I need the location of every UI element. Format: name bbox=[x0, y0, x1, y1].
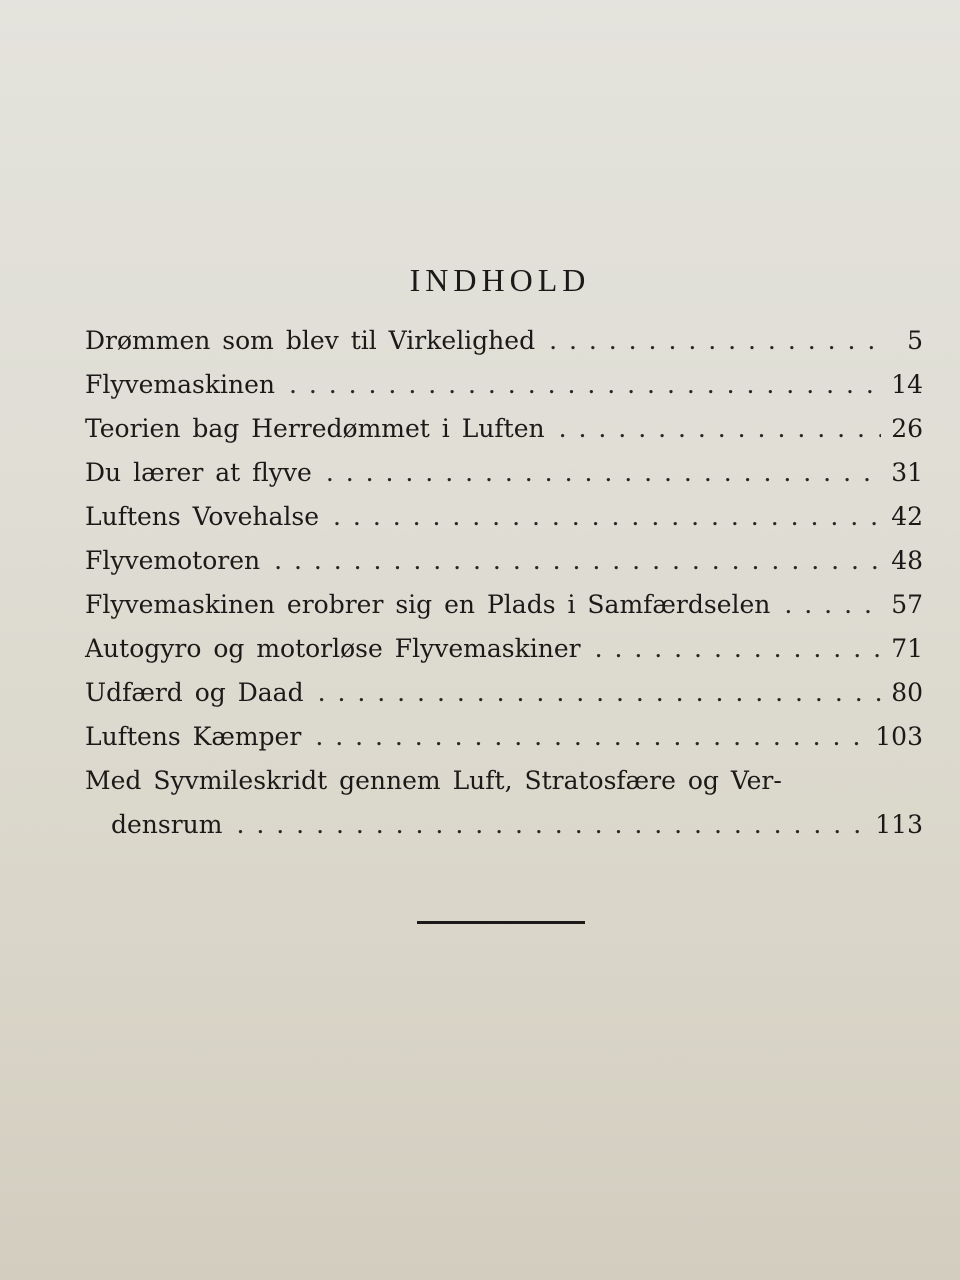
entry-page: 42 bbox=[891, 502, 923, 531]
dot-leader bbox=[289, 370, 881, 399]
dot-leader bbox=[315, 722, 867, 751]
entry-title: Autogyro og motorløse Flyvemaskiner bbox=[85, 634, 581, 663]
dot-leader bbox=[237, 810, 868, 839]
entry-page: 26 bbox=[891, 414, 923, 443]
entry-title-continued: densrum bbox=[111, 810, 223, 839]
entry-title: Luftens Vovehalse bbox=[85, 502, 320, 531]
entry-title: Teorien bag Herredømmet i Luften bbox=[85, 414, 545, 443]
dot-leader bbox=[274, 546, 881, 575]
entry-page: 48 bbox=[891, 546, 923, 575]
entry-title: Flyvemaskinen erobrer sig en Plads i Samfærdselen bbox=[85, 590, 771, 619]
toc-entry bbox=[85, 326, 923, 370]
entry-page: 5 bbox=[907, 326, 923, 355]
toc-entry bbox=[85, 458, 923, 502]
toc-entry-line1 bbox=[85, 766, 923, 810]
dot-leader bbox=[559, 414, 881, 443]
dot-leader bbox=[784, 590, 881, 619]
toc-entry bbox=[85, 546, 923, 590]
dot-leader bbox=[318, 678, 881, 707]
toc-entry bbox=[85, 634, 923, 678]
toc-entry bbox=[85, 722, 923, 766]
entry-page: 80 bbox=[891, 678, 923, 707]
entry-page: 31 bbox=[891, 458, 923, 487]
entry-page: 14 bbox=[891, 370, 923, 399]
table-of-contents bbox=[85, 326, 923, 854]
entry-title: Flyvemaskinen bbox=[85, 370, 275, 399]
page-title: INDHOLD bbox=[409, 262, 591, 298]
entry-title: Udfærd og Daad bbox=[85, 678, 304, 707]
entry-page: 71 bbox=[891, 634, 923, 663]
entry-title: Luftens Kæmper bbox=[85, 722, 302, 751]
entry-title: Du lærer at flyve bbox=[85, 458, 312, 487]
toc-entry bbox=[85, 678, 923, 722]
toc-entry bbox=[85, 502, 923, 546]
entry-page: 103 bbox=[875, 722, 923, 751]
dot-leader bbox=[595, 634, 881, 663]
dot-leader bbox=[549, 326, 881, 355]
toc-entry bbox=[85, 590, 923, 634]
entry-title: Drømmen som blev til Virkelighed bbox=[85, 326, 536, 355]
entry-title: Flyvemotoren bbox=[85, 546, 261, 575]
dot-leader bbox=[333, 502, 881, 531]
toc-entry-line2 bbox=[85, 810, 923, 854]
toc-entry bbox=[85, 414, 923, 458]
entry-page: 113 bbox=[875, 810, 923, 839]
divider-rule bbox=[417, 921, 585, 924]
entry-page: 57 bbox=[891, 590, 923, 619]
entry-title: Med Syvmileskridt gennem Luft, Stratosfære og Ver- bbox=[85, 766, 782, 795]
toc-entry bbox=[85, 370, 923, 414]
dot-leader bbox=[326, 458, 881, 487]
